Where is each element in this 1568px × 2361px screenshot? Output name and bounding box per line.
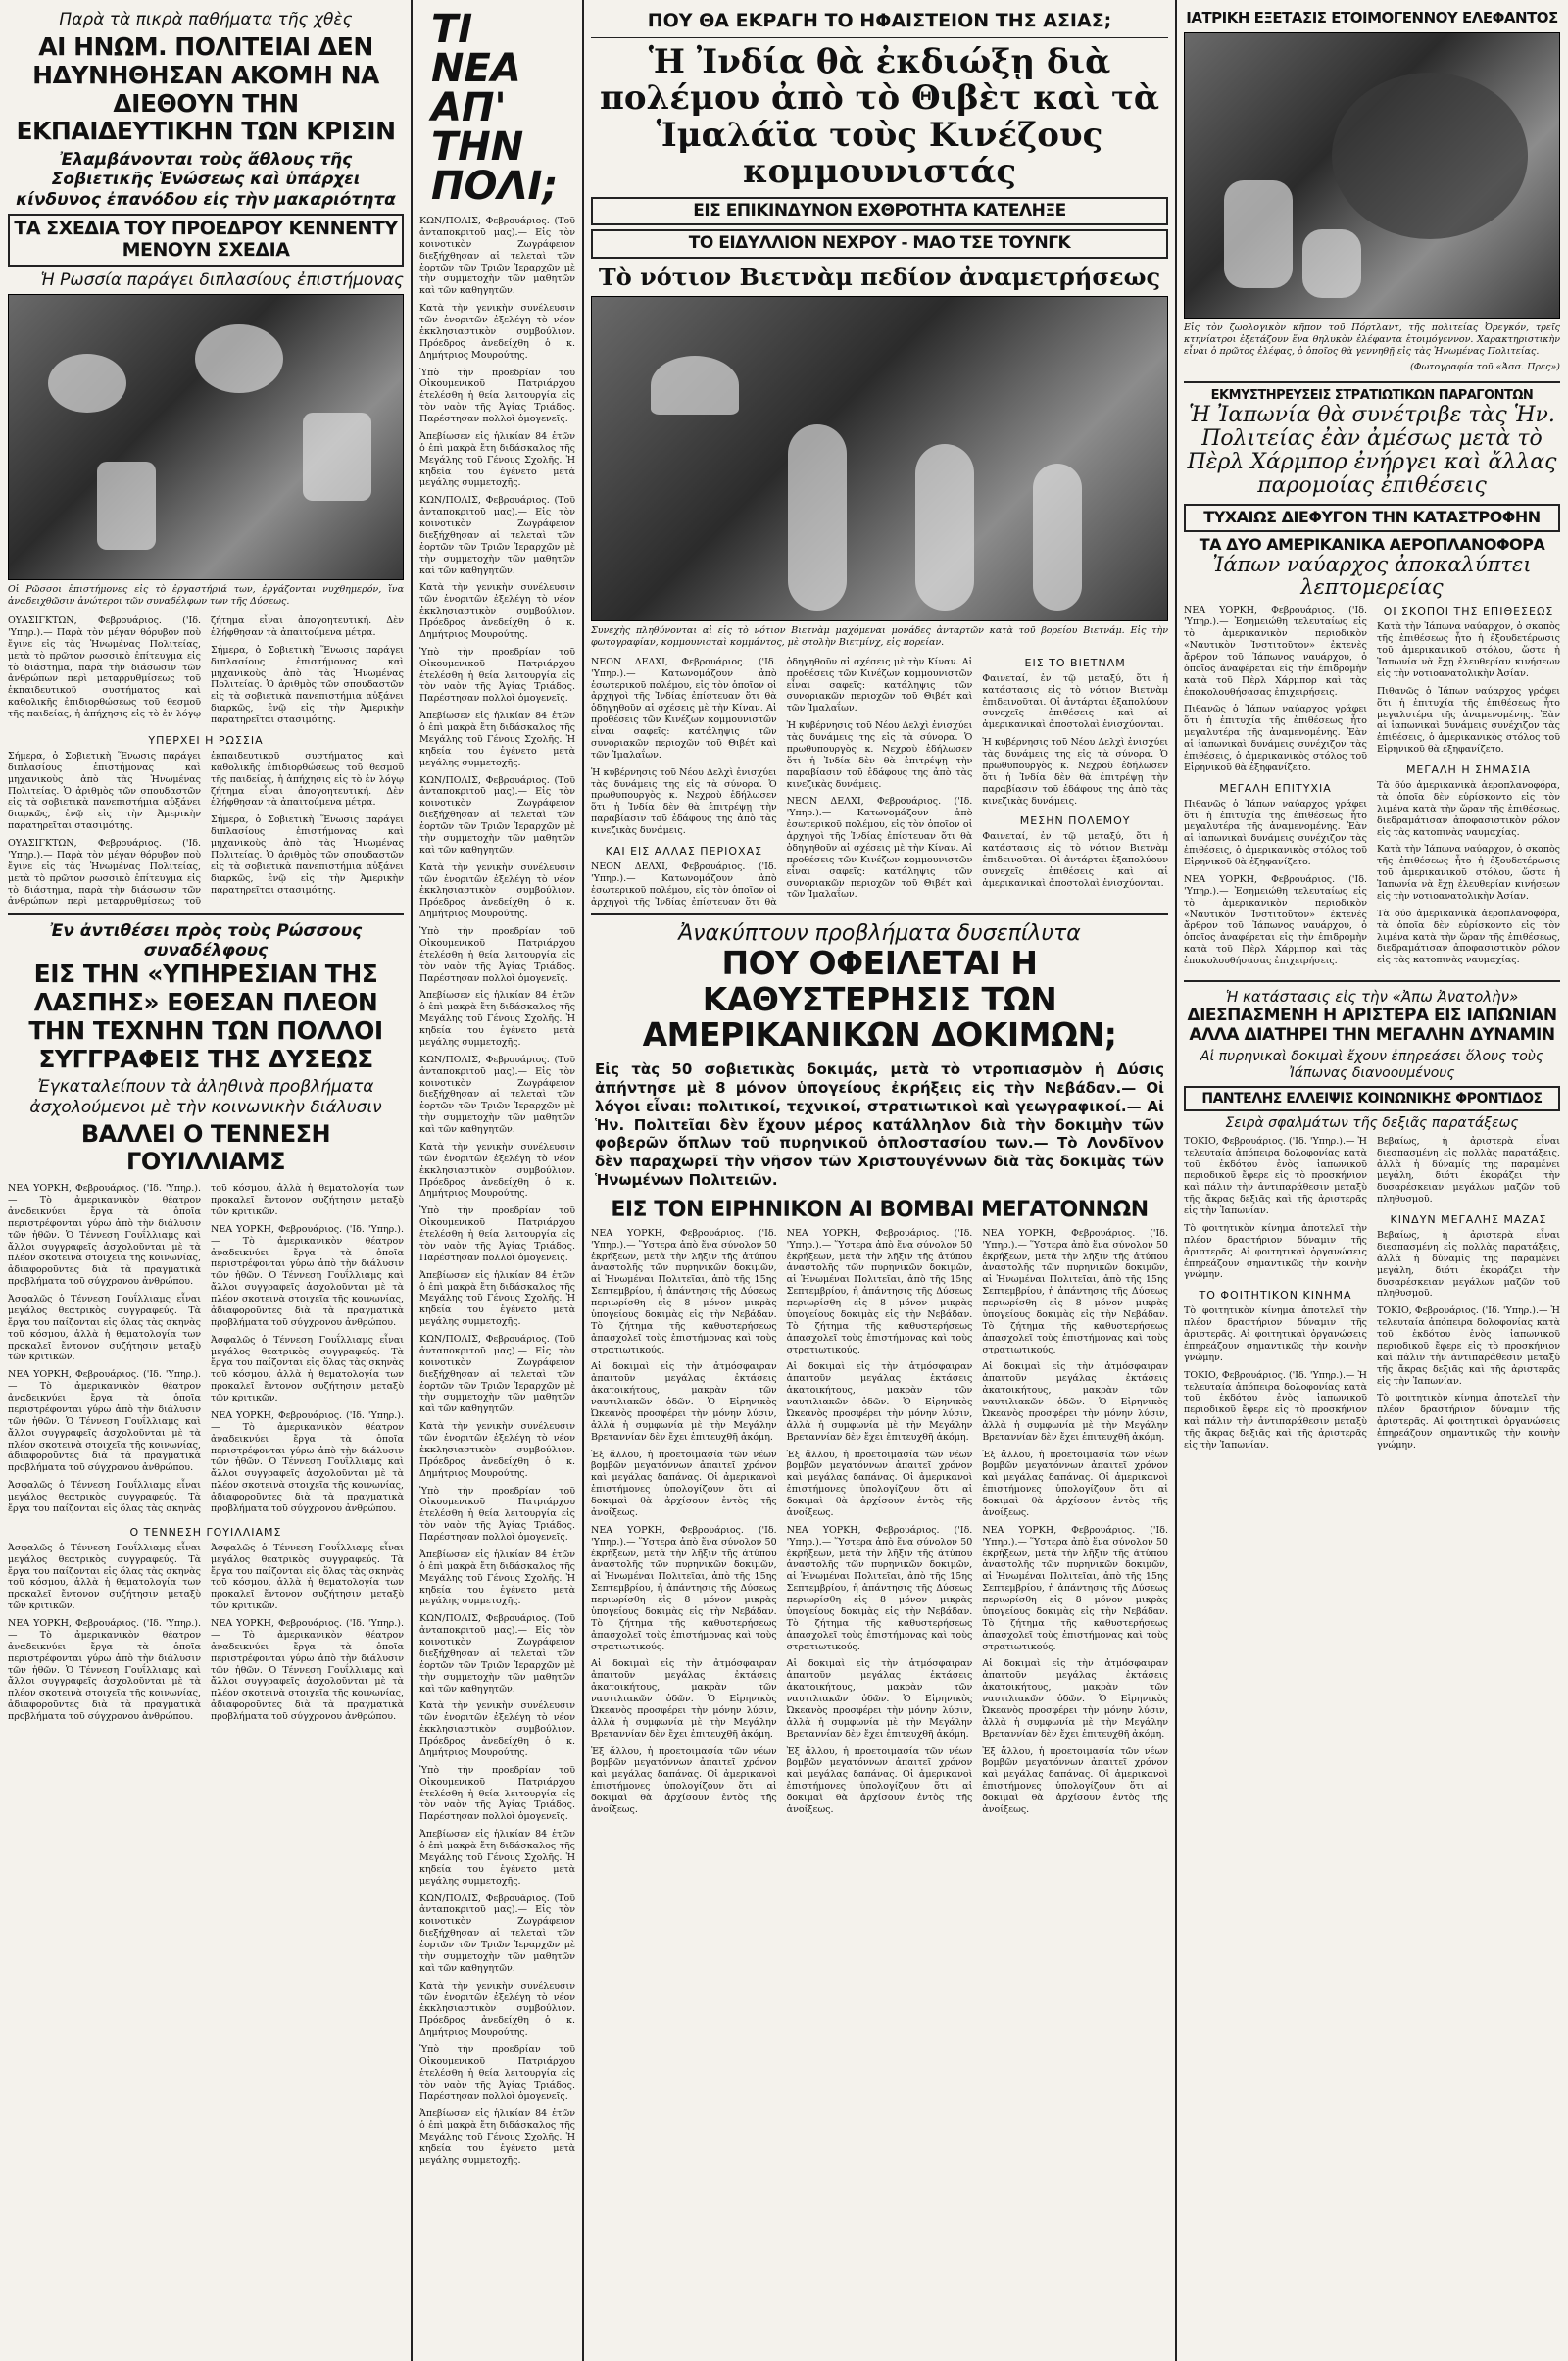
article-body: Ἀπεβίωσεν εἰς ἡλικίαν 84 ἐτῶν ὁ ἐπὶ μακρὰ ἔτη διδάσκαλος τῆς Μεγάλης τοῦ Γένους Σχολῆς. Ἡ κηδεία του ἐγένετο μετὰ μεγάλης συμμετοχῆς.: [419, 1549, 575, 1607]
article-body: Κατὰ τὴν Ἰάπωνα ναύαρχον, ὁ σκοπὸς τῆς ἐπιθέσεως ἦτο ἡ ἐξουδετέρωσις τοῦ ἀμερικανικοῦ στόλου, ὥστε ἡ Ἰαπωνία νὰ ἔχῃ ἐλευθερίαν κινήσεων εἰς τὴν νοτιοανατολικὴν Ἀσίαν.: [1377, 621, 1560, 679]
column-2: [412, 0, 583, 2361]
article-body: Σήμερα, ὁ Σοβιετικὴ Ἕνωσις παράγει διπλασίους ἐπιστήμονας καὶ μηχανικοὺς ἀπὸ τὰς Ἡνωμένας Πολιτείας. Ὁ ἀριθμὸς τῶν σπουδαστῶν εἰς τὰ σοβιετικὰ πανεπιστήμια αὐξάνει διαρκῶς, ἐνῷ εἰς τὴν Ἀμερικὴν παρατηρεῖται στασιμότης.: [8, 750, 201, 832]
article-body: Ὑπὸ τὴν προεδρίαν τοῦ Οἰκουμενικοῦ Πατριάρχου ἐτελέσθη ἡ θεία λειτουργία εἰς τὸν ναὸν τῆς Ἁγίας Τριάδος. Παρέστησαν πολλοὶ ὁμογενεῖς.: [419, 2044, 575, 2102]
article-body: Κατὰ τὴν γενικὴν συνέλευσιν τῶν ἑνοριτῶν ἐξελέγη τὸ νέον ἐκκλησιαστικὸν συμβούλιον. Πρόεδρος ἀνεδείχθη ὁ κ. Δημήτριος Μουρούτης.: [419, 1421, 575, 1479]
article-body: Ἀσφαλῶς ὁ Τέννεση Γουΐλλιαμς εἶναι μεγάλος θεατρικὸς συγγραφεύς. Τὰ ἔργα του παίζονται εἰς ὅλας τὰς σκηνὰς τοῦ κόσμου, ἀλλὰ ἡ θεματολογία των προκαλεῖ ἔντονον συζήτησιν μεταξὺ τῶν κριτικῶν.: [211, 1334, 404, 1404]
article-body: Σήμερα, ὁ Σοβιετικὴ Ἕνωσις παράγει διπλασίους ἐπιστήμονας καὶ μηχανικοὺς ἀπὸ τὰς Ἡνωμένας Πολιτείας. Ὁ ἀριθμὸς τῶν σπουδαστῶν εἰς τὰ σοβιετικὰ πανεπιστήμια αὐξάνει διαρκῶς, ἐνῷ εἰς τὴν Ἀμερικὴν παρατηρεῖται στασιμότης.: [211, 644, 404, 725]
article-body: ΚΩΝ/ΠΟΛΙΣ, Φεβρουάριος. (Τοῦ ἀνταποκριτοῦ μας).— Εἰς τὸν κοινοτικὸν Ζωγράφειον διεξήχθησαν αἱ τελεταὶ τῶν ἑορτῶν τῶν Τριῶν Ἱεραρχῶν μὲ τὴν συμμετοχὴν τῶν μαθητῶν καὶ τῶν καθηγητῶν.: [419, 1613, 575, 1695]
article-body: Αἱ δοκιμαὶ εἰς τὴν ἀτμόσφαιραν ἀπαιτοῦν μεγάλας ἐκτάσεις ἀκατοικήτους, μακρὰν τῶν ναυτιλιακῶν ὁδῶν. Ὁ Εἰρηνικὸς Ὠκεανὸς προσφέρει τὴν μόνην λύσιν, ἀλλὰ ἡ συμφωνία μὲ τὴν Μεγάλην Βρεταννίαν δὲν ἔχει ἐπιτευχθῆ ἀκόμη.: [591, 1658, 777, 1740]
article-body: Αἱ δοκιμαὶ εἰς τὴν ἀτμόσφαιραν ἀπαιτοῦν μεγάλας ἐκτάσεις ἀκατοικήτους, μακρὰν τῶν ναυτιλιακῶν ὁδῶν. Ὁ Εἰρηνικὸς Ὠκεανὸς προσφέρει τὴν μόνην λύσιν, ἀλλὰ ἡ συμφωνία μὲ τὴν Μεγάλην Βρεταννίαν δὲν ἔχει ἐπιτευχθῆ ἀκόμη.: [786, 1361, 973, 1443]
article-body: ΝΕΑ ΥΟΡΚΗ, Φεβρουάριος. ('Ιδ. 'Υπηρ.).— Τὸ ἀμερικανικὸν θέατρον ἀναδεικνύει ἔργα τὰ ὁποῖα περιστρέφονται γύρω ἀπὸ τὴν διάλυσιν τῶν ἠθῶν. Ὁ Τέννεση Γουΐλλιαμς καὶ ἄλλοι συγγραφεῖς ἀσχολοῦνται μὲ τὰ πλέον σκοτεινὰ στοιχεῖα τῆς κοινωνίας, ἀδιαφοροῦντες διὰ τὰ πραγματικὰ προβλήματα τοῦ σύγχρονου ἀνθρώπου.: [211, 1409, 404, 1514]
section-heading: ΟΙ ΣΚΟΠΟΙ ΤΗΣ ΕΠΙΘΕΣΕΩΣ: [1383, 605, 1554, 618]
article-body: ΚΩΝ/ΠΟΛΙΣ, Φεβρουάριος. (Τοῦ ἀνταποκριτοῦ μας).— Εἰς τὸν κοινοτικὸν Ζωγράφειον διεξήχθησαν αἱ τελεταὶ τῶν ἑορτῶν τῶν Τριῶν Ἱεραρχῶν μὲ τὴν συμμετοχὴν τῶν μαθητῶν καὶ τῶν καθηγητῶν.: [419, 495, 575, 576]
headline: ΤΑ ΣΧΕΔΙΑ ΤΟΥ ΠΡΟΕΔΡΟΥ ΚΕΝΝΕΝΤΥ ΜΕΝΟΥΝ ΣΧΕΔΙΑ: [8, 214, 404, 267]
article-body: ΝΕΑ ΥΟΡΚΗ, Φεβρουάριος. ('Ιδ. 'Υπηρ.).— Ὕστερα ἀπὸ ἕνα σύνολον 50 ἐκρήξεων, μετὰ τὴν λῆξιν τῆς ἀτύπου ἀναστολῆς τῶν πυρηνικῶν δοκιμῶν, αἱ Ἡνωμέναι Πολιτεῖαι, ἀπὸ τῆς 15ης Σεπτεμβρίου, ἡ ἀπάντησις τῆς Δύσεως περιωρίσθη εἰς 8 μόνον μικρὰς ὑπογείους δοκιμὰς εἰς τὴν Νεβάδαν. Τὸ ζήτημα τῆς καθυστερήσεως ἀπασχολεῖ τοὺς ἐπιστήμονας καὶ τοὺς στρατιωτικούς.: [982, 1524, 1168, 1652]
headline-bar: ΤΥΧΑΙΩΣ ΔΙΕΦΥΓΟΝ ΤΗΝ ΚΑΤΑΣΤΡΟΦΗΝ: [1184, 504, 1560, 531]
subhead: Ἐγκαταλείπουν τὰ ἀληθινὰ προβλήματα ἀσχολούμενοι μὲ τὴν κοινωνικὴν διάλυσιν: [29, 1077, 382, 1117]
photo-caption: Εἰς τὸν ζωολογικὸν κῆπον τοῦ Πόρτλαντ, τῆς πολιτείας Ὀρεγκόν, τρεῖς κτηνίατροι ἐξετάζουν ἕνα θηλυκὸν ἐλέφαντα ἑτοιμόγεννον. Χαρακτηριστικὴν εἶναι ὁ πρῶτος ἐλέφας, ὁ ὁποῖος θὰ γεννηθῇ εἰς τὰς Ἡνωμένας Πολιτείας.: [1184, 322, 1560, 357]
section-heading: ΚΑΙ ΕΙΣ ΑΛΛΑΣ ΠΕΡΙΟΧΑΣ: [605, 844, 763, 858]
article-body: ΚΩΝ/ΠΟΛΙΣ, Φεβρουάριος. (Τοῦ ἀνταποκριτοῦ μας).— Εἰς τὸν κοινοτικὸν Ζωγράφειον διεξήχθησαν αἱ τελεταὶ τῶν ἑορτῶν τῶν Τριῶν Ἱεραρχῶν μὲ τὴν συμμετοχὴν τῶν μαθητῶν καὶ τῶν καθηγητῶν.: [419, 1893, 575, 1974]
article-body: Πιθανῶς ὁ Ἰάπων ναύαρχος γράφει ὅτι ἡ ἐπιτυχία τῆς ἐπιθέσεως ἦτο μεγαλυτέρα τῆς ἀναμενομένης. Ἐὰν αἱ ἰαπωνικαὶ δυνάμεις συνέχιζον τὰς ἐπιθέσεις, ὁ ἀμερικανικὸς στόλος τοῦ Εἰρηνικοῦ θὰ ἐξηφανίζετο.: [1377, 685, 1560, 756]
article-body: ΝΕΑ ΥΟΡΚΗ, Φεβρουάριος. ('Ιδ. 'Υπηρ.).— Τὸ ἀμερικανικὸν θέατρον ἀναδεικνύει ἔργα τὰ ὁποῖα περιστρέφονται γύρω ἀπὸ τὴν διάλυσιν τῶν ἠθῶν. Ὁ Τέννεση Γουΐλλιαμς καὶ ἄλλοι συγγραφεῖς ἀσχολοῦνται μὲ τὰ πλέον σκοτεινὰ στοιχεῖα τῆς κοινωνίας, ἀδιαφοροῦντες διὰ τὰ πραγματικὰ προβλήματα τοῦ σύγχρονου ἀνθρώπου.: [8, 1183, 201, 1288]
article-body: Ἡ κυβέρνησις τοῦ Νέου Δελχὶ ἐνισχύει τὰς δυνάμεις της εἰς τὰ σύνορα. Ὁ πρωθυπουργὸς κ. Νεχροὺ ἐδήλωσεν ὅτι ἡ Ἰνδία δὲν θὰ ἐπιτρέψῃ τὴν παραβίασιν τοῦ ἐδάφους της ἀπὸ τὰς κινεζικὰς δυνάμεις.: [786, 720, 973, 790]
article-body: Αἱ δοκιμαὶ εἰς τὴν ἀτμόσφαιραν ἀπαιτοῦν μεγάλας ἐκτάσεις ἀκατοικήτους, μακρὰν τῶν ναυτιλιακῶν ὁδῶν. Ὁ Εἰρηνικὸς Ὠκεανὸς προσφέρει τὴν μόνην λύσιν, ἀλλὰ ἡ συμφωνία μὲ τὴν Μεγάλην Βρεταννίαν δὲν ἔχει ἐπιτευχθῆ ἀκόμη.: [982, 1658, 1168, 1740]
article-body: Ἀπεβίωσεν εἰς ἡλικίαν 84 ἐτῶν ὁ ἐπὶ μακρὰ ἔτη διδάσκαλος τῆς Μεγάλης τοῦ Γένους Σχολῆς. Ἡ κηδεία του ἐγένετο μετὰ μεγάλης συμμετοχῆς.: [419, 1269, 575, 1328]
article-body: Ὑπὸ τὴν προεδρίαν τοῦ Οἰκουμενικοῦ Πατριάρχου ἐτελέσθη ἡ θεία λειτουργία εἰς τὸν ναὸν τῆς Ἁγίας Τριάδος. Παρέστησαν πολλοὶ ὁμογενεῖς.: [419, 646, 575, 705]
headline: Ἡ Ἰαπωνία θὰ συνέτριβε τὰς Ἡν. Πολιτείας ἐὰν ἀμέσως μετὰ τὸ Πὲρλ Χάρμπορ ἐνήργει καὶ ἄλλας παρομοίας ἐπιθέσεις: [1187, 402, 1557, 499]
article-body: Ὑπὸ τὴν προεδρίαν τοῦ Οἰκουμενικοῦ Πατριάρχου ἐτελέσθη ἡ θεία λειτουργία εἰς τὸν ναὸν τῆς Ἁγίας Τριάδος. Παρέστησαν πολλοὶ ὁμογενεῖς.: [419, 367, 575, 424]
article-body: Ἀπεβίωσεν εἰς ἡλικίαν 84 ἐτῶν ὁ ἐπὶ μακρὰ ἔτη διδάσκαλος τῆς Μεγάλης τοῦ Γένους Σχολῆς. Ἡ κηδεία του ἐγένετο μετὰ μεγάλης συμμετοχῆς.: [419, 430, 575, 489]
section-heading: ΥΠΕΡΧΕΙ Η ΡΩΣΣΙΑ: [148, 733, 264, 747]
article-body: Κατὰ τὴν γενικὴν συνέλευσιν τῶν ἑνοριτῶν ἐξελέγη τὸ νέον ἐκκλησιαστικὸν συμβούλιον. Πρόεδρος ἀνεδείχθη ὁ κ. Δημήτριος Μουρούτης.: [419, 303, 575, 361]
headline-bar: ΕΙΣ ΕΠΙΚΙΝΔΥΝΟΝ ΕΧΘΡΟΤΗΤΑ ΚΑΤΕΛΗΞΕ: [591, 197, 1168, 226]
article-body: ΝΕΑ ΥΟΡΚΗ, Φεβρουάριος. ('Ιδ. 'Υπηρ.).— Τὸ ἀμερικανικὸν θέατρον ἀναδεικνύει ἔργα τὰ ὁποῖα περιστρέφονται γύρω ἀπὸ τὴν διάλυσιν τῶν ἠθῶν. Ὁ Τέννεση Γουΐλλιαμς καὶ ἄλλοι συγγραφεῖς ἀσχολοῦνται μὲ τὰ πλέον σκοτεινὰ στοιχεῖα τῆς κοινωνίας, ἀδιαφοροῦντες διὰ τὰ πραγματικὰ προβλήματα τοῦ σύγχρονου ἀνθρώπου.: [211, 1618, 404, 1723]
headline: ΑΙ ΗΝΩΜ. ΠΟΛΙΤΕΙΑΙ ΔΕΝ ΗΔΥΝΗΘΗΣΑΝ ΑΚΟΜΗ ΝΑ ΔΙΕΘΟΥΝ ΤΗΝ ΕΚΠΑΙΔΕΥΤΙΚΗΝ ΤΩΝ ΚΡΙΣΙΝ: [16, 32, 396, 146]
photo-elephant: [1184, 32, 1560, 319]
article-body: Τὸ φοιτητικὸν κίνημα ἀποτελεῖ τὴν πλέον δραστήριον δύναμιν τῆς ἀριστερᾶς. Αἱ φοιτητικαὶ ὀργανώσεις ἐπηρεάζουν σημαντικῶς τὴν κοινὴν γνώμην.: [1184, 1305, 1367, 1363]
column-4: [1176, 0, 1568, 2361]
article-body: Τὰ δύο ἀμερικανικὰ ἀεροπλανοφόρα, τὰ ὁποῖα δὲν εὑρίσκοντο εἰς τὸν λιμένα κατὰ τὴν ὥραν τῆς ἐπιθέσεως, διεδραμάτισαν ἀποφασιστικὸν ρόλον εἰς τὰς κατοπινὰς ναυμαχίας.: [1377, 780, 1560, 838]
article-body: Ὑπὸ τὴν προεδρίαν τοῦ Οἰκουμενικοῦ Πατριάρχου ἐτελέσθη ἡ θεία λειτουργία εἰς τὸν ναὸν τῆς Ἁγίας Τριάδος. Παρέστησαν πολλοὶ ὁμογενεῖς.: [419, 926, 575, 984]
headline: Ἡ Ἰνδία θὰ ἐκδιώξῃ διὰ πολέμου ἀπὸ τὸ Θιβὲτ καὶ τὰ Ἱμαλάϊα τοὺς Κινέζους κομμουνιστάς: [599, 42, 1160, 192]
section-heading: ΚΙΝΔΥΝ ΜΕΓΑΛΗΣ ΜΑΖΑΣ: [1390, 1213, 1547, 1227]
article-body: Ἐξ ἄλλου, ἡ προετοιμασία τῶν νέων βομβῶν μεγατόννων ἀπαιτεῖ χρόνον καὶ μεγάλας δαπάνας. Οἱ ἀμερικανοὶ ἐπιστήμονες ὑπολογίζουν ὅτι αἱ δοκιμαὶ θὰ ἀρχίσουν ἐντὸς τῆς ἀνοίξεως.: [786, 1449, 973, 1518]
article-body: Ἡ κυβέρνησις τοῦ Νέου Δελχὶ ἐνισχύει τὰς δυνάμεις της εἰς τὰ σύνορα. Ὁ πρωθυπουργὸς κ. Νεχροὺ ἐδήλωσεν ὅτι ἡ Ἰνδία δὲν θὰ ἐπιτρέψῃ τὴν παραβίασιν τοῦ ἐδάφους της ἀπὸ τὰς κινεζικὰς δυνάμεις.: [591, 766, 777, 837]
article-body: Βεβαίως, ἡ ἀριστερὰ εἶναι διεσπασμένη εἰς πολλὰς παρατάξεις, ἀλλὰ ἡ δύναμίς της παραμένει μεγάλη, διότι ἐκφράζει τὴν δυσαρέσκειαν μεγάλων μαζῶν τοῦ πληθυσμοῦ.: [1377, 1230, 1560, 1300]
article-body: ΝΕΑ ΥΟΡΚΗ, Φεβρουάριος. ('Ιδ. 'Υπηρ.).— Ὕστερα ἀπὸ ἕνα σύνολον 50 ἐκρήξεων, μετὰ τὴν λῆξιν τῆς ἀτύπου ἀναστολῆς τῶν πυρηνικῶν δοκιμῶν, αἱ Ἡνωμέναι Πολιτεῖαι, ἀπὸ τῆς 15ης Σεπτεμβρίου, ἡ ἀπάντησις τῆς Δύσεως περιωρίσθη εἰς 8 μόνον μικρὰς ὑπογείους δοκιμὰς εἰς τὴν Νεβάδαν. Τὸ ζήτημα τῆς καθυστερήσεως ἀπασχολεῖ τοὺς ἐπιστήμονας καὶ τοὺς στρατιωτικούς.: [786, 1227, 973, 1355]
article-body: ΝΕΟΝ ΔΕΛΧΙ, Φεβρουάριος. ('Ιδ. 'Υπηρ.).— Κατωνομάζουν ἀπὸ ἐσωτερικοῦ πολέμου, εἰς τὸν ὁποῖον οἱ ἀρχηγοὶ τῆς Ἰνδίας ἐπίστευαν ὅτι θὰ ὁδηγηθοῦν αἱ σχέσεις μὲ τὴν Κίναν. Αἱ προθέσεις τῶν Κινέζων κομμουνιστῶν εἶναι σαφεῖς: κατάληψις τῶν συνοριακῶν περιοχῶν τοῦ Θιβέτ καὶ τῶν Ἱμαλαΐων.: [591, 656, 777, 761]
article-body: ΤΟΚΙΟ, Φεβρουάριος. ('Ιδ. 'Υπηρ.).— Ἡ τελευταία ἀπόπειρα δολοφονίας κατὰ τοῦ ἐκδότου ἑνὸς ἰαπωνικοῦ περιοδικοῦ ἔφερε εἰς τὸ προσκήνιον καὶ πάλιν τὴν ἀντιπαράθεσιν μεταξὺ τῆς ἄκρας δεξιᾶς καὶ τῆς ἀριστερᾶς εἰς τὴν Ἰαπωνίαν.: [1184, 1369, 1367, 1451]
article-body: Ἀπεβίωσεν εἰς ἡλικίαν 84 ἐτῶν ὁ ἐπὶ μακρὰ ἔτη διδάσκαλος τῆς Μεγάλης τοῦ Γένους Σχολῆς. Ἡ κηδεία του ἐγένετο μετὰ μεγάλης συμμετοχῆς.: [419, 2108, 575, 2166]
article-body: Αἱ δοκιμαὶ εἰς τὴν ἀτμόσφαιραν ἀπαιτοῦν μεγάλας ἐκτάσεις ἀκατοικήτους, μακρὰν τῶν ναυτιλιακῶν ὁδῶν. Ὁ Εἰρηνικὸς Ὠκεανὸς προσφέρει τὴν μόνην λύσιν, ἀλλὰ ἡ συμφωνία μὲ τὴν Μεγάλην Βρεταννίαν δὲν ἔχει ἐπιτευχθῆ ἀκόμη.: [591, 1361, 777, 1443]
article-body: Φαινεταί, ἐν τῷ μεταξύ, ὅτι ἡ κατάστασις εἰς τὸ νότιον Βιετνὰμ ἐπιδεινοῦται. Οἱ ἀντάρται ἐξαπολύουν συνεχεῖς ἐπιθέσεις καὶ αἱ ἀμερικανικαὶ ἀποστολαὶ ἐνισχύονται.: [982, 672, 1168, 731]
article-body: ΝΕΟΝ ΔΕΛΧΙ, Φεβρουάριος. ('Ιδ. 'Υπηρ.).— Κατωνομάζουν ἀπὸ ἐσωτερικοῦ πολέμου, εἰς τὸν ὁποῖον οἱ ἀρχηγοὶ τῆς Ἰνδίας ἐπίστευαν ὅτι θὰ ὁδηγηθοῦν αἱ σχέσεις μὲ τὴν Κίναν. Αἱ προθέσεις τῶν Κινέζων κομμουνιστῶν εἶναι σαφεῖς: κατάληψις τῶν συνοριακῶν περιοχῶν τοῦ Θιβέτ καὶ τῶν Ἱμαλαΐων.: [591, 656, 973, 908]
article-body: Ἐξ ἄλλου, ἡ προετοιμασία τῶν νέων βομβῶν μεγατόννων ἀπαιτεῖ χρόνον καὶ μεγάλας δαπάνας. Οἱ ἀμερικανοὶ ἐπιστήμονες ὑπολογίζουν ὅτι αἱ δοκιμαὶ θὰ ἀρχίσουν ἐντὸς τῆς ἀνοίξεως.: [982, 1746, 1168, 1815]
article-body: Ὑπὸ τὴν προεδρίαν τοῦ Οἰκουμενικοῦ Πατριάρχου ἐτελέσθη ἡ θεία λειτουργία εἰς τὸν ναὸν τῆς Ἁγίας Τριάδος. Παρέστησαν πολλοὶ ὁμογενεῖς.: [419, 1205, 575, 1263]
article-body: ΚΩΝ/ΠΟΛΙΣ, Φεβρουάριος. (Τοῦ ἀνταποκριτοῦ μας).— Εἰς τὸν κοινοτικὸν Ζωγράφειον διεξήχθησαν αἱ τελεταὶ τῶν ἑορτῶν τῶν Τριῶν Ἱεραρχῶν μὲ τὴν συμμετοχὴν τῶν μαθητῶν καὶ τῶν καθηγητῶν.: [419, 1334, 575, 1415]
subhead: Σειρὰ σφαλμάτων τῆς δεξιᾶς παρατάξεως: [1225, 1115, 1519, 1131]
article-body: Ὑπὸ τὴν προεδρίαν τοῦ Οἰκουμενικοῦ Πατριάρχου ἐτελέσθη ἡ θεία λειτουργία εἰς τὸν ναὸν τῆς Ἁγίας Τριάδος. Παρέστησαν πολλοὶ ὁμογενεῖς.: [419, 1485, 575, 1543]
section-heading: ΕΙΣ ΤΟ ΒΙΕΤΝΑΜ: [1024, 656, 1126, 669]
article-body: Κατὰ τὴν γενικὴν συνέλευσιν τῶν ἑνοριτῶν ἐξελέγη τὸ νέον ἐκκλησιαστικὸν συμβούλιον. Πρόεδρος ἀνεδείχθη ὁ κ. Δημήτριος Μουρούτης.: [419, 1700, 575, 1758]
headline: ΙΑΤΡΙΚΗ ΕΞΕΤΑΣΙΣ ΕΤΟΙΜΟΓΕΝΝΟΥ ΕΛΕΦΑΝΤΟΣ: [1186, 9, 1558, 26]
article-body: Τὸ φοιτητικὸν κίνημα ἀποτελεῖ τὴν πλέον δραστήριον δύναμιν τῆς ἀριστερᾶς. Αἱ φοιτητικαὶ ὀργανώσεις ἐπηρεάζουν σημαντικῶς τὴν κοινὴν γνώμην.: [1377, 1393, 1560, 1451]
headline: ΠΟΥ ΟΦΕΙΛΕΤΑΙ Η ΚΑΘΥΣΤΕΡΗΣΙΣ ΤΩΝ ΑΜΕΡΙΚΑΝΙΚΩΝ ΔΟΚΙΜΩΝ;: [642, 944, 1117, 1055]
article-body: ΝΕΑ ΥΟΡΚΗ, Φεβρουάριος. ('Ιδ. 'Υπηρ.).— Ὕστερα ἀπὸ ἕνα σύνολον 50 ἐκρήξεων, μετὰ τὴν λῆξιν τῆς ἀτύπου ἀναστολῆς τῶν πυρηνικῶν δοκιμῶν, αἱ Ἡνωμέναι Πολιτεῖαι, ἀπὸ τῆς 15ης Σεπτεμβρίου, ἡ ἀπάντησις τῆς Δύσεως περιωρίσθη εἰς 8 μόνον μικρὰς ὑπογείους δοκιμὰς εἰς τὴν Νεβάδαν. Τὸ ζήτημα τῆς καθυστερήσεως ἀπασχολεῖ τοὺς ἐπιστήμονας καὶ τοὺς στρατιωτικούς.: [786, 1524, 973, 1652]
article-body: ΝΕΑ ΥΟΡΚΗ, Φεβρουάριος. ('Ιδ. 'Υπηρ.).— Ἐσημειώθη τελευταίως εἰς τὸ ἀμερικανικὸν περιοδικὸν «Ναυτικὸν Ἰνστιτοῦτον» ἐκτενὲς ἄρθρον τοῦ Ἰάπωνος ναυάρχου, ὁ ὁποῖος ἀναφέρεται εἰς τὴν ἐπιδρομὴν κατὰ τοῦ Πὲρλ Χάρμπορ καὶ τὰς ἐπακολουθήσασας ἐπιχειρήσεις.: [1184, 605, 1367, 698]
section-heading: Ο ΤΕΝΝΕΣΗ ΓΟΥΙΛΛΙΑΜΣ: [129, 1525, 282, 1539]
article-body: ΝΕΑ ΥΟΡΚΗ, Φεβρουάριος. ('Ιδ. 'Υπηρ.).— Ὕστερα ἀπὸ ἕνα σύνολον 50 ἐκρήξεων, μετὰ τὴν λῆξιν τῆς ἀτύπου ἀναστολῆς τῶν πυρηνικῶν δοκιμῶν, αἱ Ἡνωμέναι Πολιτεῖαι, ἀπὸ τῆς 15ης Σεπτεμβρίου, ἡ ἀπάντησις τῆς Δύσεως περιωρίσθη εἰς 8 μόνον μικρὰς ὑπογείους δοκιμὰς εἰς τὴν Νεβάδαν. Τὸ ζήτημα τῆς καθυστερήσεως ἀπασχολεῖ τοὺς ἐπιστήμονας καὶ τοὺς στρατιωτικούς.: [982, 1227, 1168, 1355]
article-body: Κατὰ τὴν Ἰάπωνα ναύαρχον, ὁ σκοπὸς τῆς ἐπιθέσεως ἦτο ἡ ἐξουδετέρωσις τοῦ ἀμερικανικοῦ στόλου, ὥστε ἡ Ἰαπωνία νὰ ἔχῃ ἐλευθερίαν κινήσεων εἰς τὴν νοτιοανατολικὴν Ἀσίαν.: [1377, 844, 1560, 902]
article-body: Ἐξ ἄλλου, ἡ προετοιμασία τῶν νέων βομβῶν μεγατόννων ἀπαιτεῖ χρόνον καὶ μεγάλας δαπάνας. Οἱ ἀμερικανοὶ ἐπιστήμονες ὑπολογίζουν ὅτι αἱ δοκιμαὶ θὰ ἀρχίσουν ἐντὸς τῆς ἀνοίξεως.: [591, 1746, 777, 1815]
headline: ΕΙΣ ΤΗΝ «ΥΠΗΡΕΣΙΑΝ ΤΗΣ ΛΑΣΠΗΣ» ΕΘΕΣΑΝ ΠΛΕΟΝ ΤΗΝ ΤΕΧΝΗΝ ΤΩΝ ΠΟΛΛΟΙ ΣΥΓΓΡΑΦΕΙΣ ΤΗΣ ΔΥΣΕΩΣ: [28, 959, 383, 1073]
article-body: Ἀπεβίωσεν εἰς ἡλικίαν 84 ἐτῶν ὁ ἐπὶ μακρὰ ἔτη διδάσκαλος τῆς Μεγάλης τοῦ Γένους Σχολῆς. Ἡ κηδεία του ἐγένετο μετὰ μεγάλης συμμετοχῆς.: [419, 1829, 575, 1887]
subhead: Αἱ πυρηνικαὶ δοκιμαὶ ἔχουν ἐπηρεάσει ὅλους τοὺς Ἰάπωνας διανοουμένους: [1200, 1049, 1544, 1082]
article-body: ΤΟΚΙΟ, Φεβρουάριος. ('Ιδ. 'Υπηρ.).— Ἡ τελευταία ἀπόπειρα δολοφονίας κατὰ τοῦ ἐκδότου ἑνὸς ἰαπωνικοῦ περιοδικοῦ ἔφερε εἰς τὸ προσκήνιον καὶ πάλιν τὴν ἀντιπαράθεσιν μεταξὺ τῆς ἄκρας δεξιᾶς καὶ τῆς ἀριστερᾶς εἰς τὴν Ἰαπωνίαν.: [1377, 1305, 1560, 1387]
article-body: Ἀσφαλῶς ὁ Τέννεση Γουΐλλιαμς εἶναι μεγάλος θεατρικὸς συγγραφεύς. Τὰ ἔργα του παίζονται εἰς ὅλας τὰς σκηνὰς τοῦ κόσμου, ἀλλὰ ἡ θεματολογία των προκαλεῖ ἔντονον συζήτησιν μεταξὺ τῶν κριτικῶν.: [8, 1294, 201, 1363]
section-heading: ΜΕΓΑΛΗ Η ΣΗΜΑΣΙΑ: [1405, 763, 1532, 777]
article-body: Ἐξ ἄλλου, ἡ προετοιμασία τῶν νέων βομβῶν μεγατόννων ἀπαιτεῖ χρόνον καὶ μεγάλας δαπάνας. Οἱ ἀμερικανοὶ ἐπιστήμονες ὑπολογίζουν ὅτι αἱ δοκιμαὶ θὰ ἀρχίσουν ἐντὸς τῆς ἀνοίξεως.: [982, 1449, 1168, 1518]
headline: Ἰάπων ναύαρχος ἀποκαλύπτει λεπτομερείας: [1212, 553, 1532, 600]
article-body: ΝΕΑ ΥΟΡΚΗ, Φεβρουάριος. ('Ιδ. 'Υπηρ.).— Τὸ ἀμερικανικὸν θέατρον ἀναδεικνύει ἔργα τὰ ὁποῖα περιστρέφονται γύρω ἀπὸ τὴν διάλυσιν τῶν ἠθῶν. Ὁ Τέννεση Γουΐλλιαμς καὶ ἄλλοι συγγραφεῖς ἀσχολοῦνται μὲ τὰ πλέον σκοτεινὰ στοιχεῖα τῆς κοινωνίας, ἀδιαφοροῦντες διὰ τὰ πραγματικὰ προβλήματα τοῦ σύγχρονου ἀνθρώπου.: [8, 1369, 201, 1474]
article-body: Κατὰ τὴν γενικὴν συνέλευσιν τῶν ἑνοριτῶν ἐξελέγη τὸ νέον ἐκκλησιαστικὸν συμβούλιον. Πρόεδρος ἀνεδείχθη ὁ κ. Δημήτριος Μουρούτης.: [419, 582, 575, 640]
article-body: Αἱ δοκιμαὶ εἰς τὴν ἀτμόσφαιραν ἀπαιτοῦν μεγάλας ἐκτάσεις ἀκατοικήτους, μακρὰν τῶν ναυτιλιακῶν ὁδῶν. Ὁ Εἰρηνικὸς Ὠκεανὸς προσφέρει τὴν μόνην λύσιν, ἀλλὰ ἡ συμφωνία μὲ τὴν Μεγάλην Βρεταννίαν δὲν ἔχει ἐπιτευχθῆ ἀκόμη.: [786, 1658, 973, 1740]
article-body: Ἐξ ἄλλου, ἡ προετοιμασία τῶν νέων βομβῶν μεγατόννων ἀπαιτεῖ χρόνον καὶ μεγάλας δαπάνας. Οἱ ἀμερικανοὶ ἐπιστήμονες ὑπολογίζουν ὅτι αἱ δοκιμαὶ θὰ ἀρχίσουν ἐντὸς τῆς ἀνοίξεως.: [786, 1746, 973, 1815]
article-body: Ἐξ ἄλλου, ἡ προετοιμασία τῶν νέων βομβῶν μεγατόννων ἀπαιτεῖ χρόνον καὶ μεγάλας δαπάνας. Οἱ ἀμερικανοὶ ἐπιστήμονες ὑπολογίζουν ὅτι αἱ δοκιμαὶ θὰ ἀρχίσουν ἐντὸς τῆς ἀνοίξεως.: [591, 1449, 777, 1518]
article-body: ΝΕΑ ΥΟΡΚΗ, Φεβρουάριος. ('Ιδ. 'Υπηρ.).— Τὸ ἀμερικανικὸν θέατρον ἀναδεικνύει ἔργα τὰ ὁποῖα περιστρέφονται γύρω ἀπὸ τὴν διάλυσιν τῶν ἠθῶν. Ὁ Τέννεση Γουΐλλιαμς καὶ ἄλλοι συγγραφεῖς ἀσχολοῦνται μὲ τὰ πλέον σκοτεινὰ στοιχεῖα τῆς κοινωνίας, ἀδιαφοροῦντες διὰ τὰ πραγματικὰ προβλήματα τοῦ σύγχρονου ἀνθρώπου.: [211, 1223, 404, 1328]
photo-vietnam-soldiers: [591, 296, 1168, 621]
section-heading: ΜΕΓΑΛΗ ΕΠΙΤΥΧΙΑ: [1219, 781, 1332, 795]
article-body: ΝΕΑ ΥΟΡΚΗ, Φεβρουάριος. ('Ιδ. 'Υπηρ.).— Ἐσημειώθη τελευταίως εἰς τὸ ἀμερικανικὸν περιοδικὸν «Ναυτικὸν Ἰνστιτοῦτον» ἐκτενὲς ἄρθρον τοῦ Ἰάπωνος ναυάρχου, ὁ ὁποῖος ἀναφέρεται εἰς τὴν ἐπιδρομὴν κατὰ τοῦ Πὲρλ Χάρμπορ καὶ τὰς ἐπακολουθήσασας ἐπιχειρήσεις.: [1184, 873, 1367, 967]
photo-caption: Οἱ Ρῶσσοι ἐπιστήμονες εἰς τὸ ἐργαστήριά των, ἐργάζονται νυχθημερόν, ἵνα ἀναδειχθῶσιν ἀνώτεροι τῶν συναδέλφων των τῆς Δύσεως.: [8, 584, 404, 608]
headline: Τὸ νότιον Βιετνὰμ πεδίον ἀναμετρήσεως: [598, 262, 1161, 291]
column-3: [583, 0, 1176, 2361]
kicker: Ἡ κατάστασις εἰς τὴν «Ἀπω Ἀνατολὴν»: [1225, 987, 1519, 1006]
article-body: Πιθανῶς ὁ Ἰάπων ναύαρχος γράφει ὅτι ἡ ἐπιτυχία τῆς ἐπιθέσεως ἦτο μεγαλυτέρα τῆς ἀναμενομένης. Ἐὰν αἱ ἰαπωνικαὶ δυνάμεις συνέχιζον τὰς ἐπιθέσεις, ὁ ἀμερικανικὸς στόλος τοῦ Εἰρηνικοῦ θὰ ἐξηφανίζετο.: [1184, 704, 1367, 773]
article-body: ΝΕΑ ΥΟΡΚΗ, Φεβρουάριος. ('Ιδ. 'Υπηρ.).— Ὕστερα ἀπὸ ἕνα σύνολον 50 ἐκρήξεων, μετὰ τὴν λῆξιν τῆς ἀτύπου ἀναστολῆς τῶν πυρηνικῶν δοκιμῶν, αἱ Ἡνωμέναι Πολιτεῖαι, ἀπὸ τῆς 15ης Σεπτεμβρίου, ἡ ἀπάντησις τῆς Δύσεως περιωρίσθη εἰς 8 μόνον μικρὰς ὑπογείους δοκιμὰς εἰς τὴν Νεβάδαν. Τὸ ζήτημα τῆς καθυστερήσεως ἀπασχολεῖ τοὺς ἐπιστήμονας καὶ τοὺς στρατιωτικούς.: [591, 1227, 777, 1355]
subhead: Ἐλαμβάνονται τοὺς ἄθλους τῆς Σοβιετικῆς Ἑνώσεως καὶ ὑπάρχει κίνδυνος ἐπανόδου εἰς τὴν μακαριότητα: [16, 150, 396, 210]
lead-paragraph: Εἰς τὰς 50 σοβιετικὰς δοκιμάς, μετὰ τὸ ντροπιασμὸν ἡ Δύσις ἀπήντησε μὲ 8 μόνον ὑπογείους ἐκρήξεις εἰς τὴν Νεβάδαν.— Οἱ λόγοι εἶναι: πολιτικοί, τεχνικοί, στρατιωτικοὶ καὶ γεωγραφικοί.— Αἱ Ἡν. Πολιτεῖαι δὲν ἔχουν μέρος κατάλληλον διὰ τὴν δοκιμὴν τῶν φοβερῶν ὅπλων τοῦ πυρηνικοῦ ὁπλοστασίου των.— Τὸ Λονδῖνον δὲν παραχωρεῖ τὴν νῆσον τῶν Χριστουγέννων διὰ τὰς δοκιμὰς τῶν Ἡνωμένων Πολιτειῶν.: [595, 1060, 1164, 1189]
kicker: Ἐν ἀντιθέσει πρὸς τοὺς Ρώσσους συναδέλφους: [49, 921, 363, 961]
headline: ΕΙΣ ΤΟΝ ΕΙΡΗΝΙΚΟΝ ΑΙ ΒΟΜΒΑΙ ΜΕΓΑΤΟΝΝΩΝ: [611, 1197, 1149, 1222]
article-body: Ἀσφαλῶς ὁ Τέννεση Γουΐλλιαμς εἶναι μεγάλος θεατρικὸς συγγραφεύς. Τὰ ἔργα του παίζονται εἰς ὅλας τὰς σκηνὰς τοῦ κόσμου, ἀλλὰ ἡ θεματολογία των προκαλεῖ ἔντονον συζήτησιν μεταξὺ τῶν κριτικῶν.: [8, 1542, 201, 1612]
column-title: ΤΙ ΝΕΑ ΑΠ' ΤΗΝ ΠΟΛΙ;: [431, 7, 559, 209]
headline: ΔΙΕΣΠΑΣΜΕΝΗ Η ΑΡΙΣΤΕΡΑ ΕΙΣ ΙΑΠΩΝΙΑΝ ΑΛΛΑ ΔΙΑΤΗΡΕΙ ΤΗΝ ΜΕΓΑΛΗΝ ΔΥΝΑΜΙΝ: [1187, 1005, 1557, 1045]
article-body: ΝΕΑ ΥΟΡΚΗ, Φεβρουάριος. ('Ιδ. 'Υπηρ.).— Ὕστερα ἀπὸ ἕνα σύνολον 50 ἐκρήξεων, μετὰ τὴν λῆξιν τῆς ἀτύπου ἀναστολῆς τῶν πυρηνικῶν δοκιμῶν, αἱ Ἡνωμέναι Πολιτεῖαι, ἀπὸ τῆς 15ης Σεπτεμβρίου, ἡ ἀπάντησις τῆς Δύσεως περιωρίσθη εἰς 8 μόνον μικρὰς ὑπογείους δοκιμὰς εἰς τὴν Νεβάδαν. Τὸ ζήτημα τῆς καθυστερήσεως ἀπασχολεῖ τοὺς ἐπιστήμονας καὶ τοὺς στρατιωτικούς.: [591, 1524, 777, 1652]
article-body: Ἀσφαλῶς ὁ Τέννεση Γουΐλλιαμς εἶναι μεγάλος θεατρικὸς συγγραφεύς. Τὰ ἔργα του παίζονται εἰς ὅλας τὰς σκηνὰς τοῦ κόσμου, ἀλλὰ ἡ θεματολογία των προκαλεῖ ἔντονον συζήτησιν μεταξὺ τῶν κριτικῶν.: [8, 1183, 404, 1514]
article-body: Πιθανῶς ὁ Ἰάπων ναύαρχος γράφει ὅτι ἡ ἐπιτυχία τῆς ἐπιθέσεως ἦτο μεγαλυτέρα τῆς ἀναμενομένης. Ἐὰν αἱ ἰαπωνικαὶ δυνάμεις συνέχιζον τὰς ἐπιθέσεις, ὁ ἀμερικανικὸς στόλος τοῦ Εἰρηνικοῦ θὰ ἐξηφανίζετο.: [1184, 798, 1367, 868]
article-body: Κατὰ τὴν γενικὴν συνέλευσιν τῶν ἑνοριτῶν ἐξελέγη τὸ νέον ἐκκλησιαστικὸν συμβούλιον. Πρόεδρος ἀνεδείχθη ὁ κ. Δημήτριος Μουρούτης.: [419, 861, 575, 920]
photo-credit: (Φωτογραφία τοῦ «Ἀσσ. Πρες»): [1410, 361, 1560, 372]
article-body: Φαινεταί, ἐν τῷ μεταξύ, ὅτι ἡ κατάστασις εἰς τὸ νότιον Βιετνὰμ ἐπιδεινοῦται. Οἱ ἀντάρται ἐξαπολύουν συνεχεῖς ἐπιθέσεις καὶ αἱ ἀμερικανικαὶ ἀποστολαὶ ἐνισχύονται.: [982, 831, 1168, 889]
section-heading: ΤΟ ΦΟΙΤΗΤΙΚΟΝ ΚΙΝΗΜΑ: [1199, 1289, 1352, 1303]
article-body: Τὸ φοιτητικὸν κίνημα ἀποτελεῖ τὴν πλέον δραστήριον δύναμιν τῆς ἀριστερᾶς. Αἱ φοιτητικαὶ ὀργανώσεις ἐπηρεάζουν σημαντικῶς τὴν κοινὴν γνώμην.: [1184, 1222, 1367, 1281]
subhead: Ἡ Ρωσσία παράγει διπλασίους ἐπιστήμονας: [40, 270, 404, 290]
article-body: Σήμερα, ὁ Σοβιετικὴ Ἕνωσις παράγει διπλασίους ἐπιστήμονας καὶ μηχανικοὺς ἀπὸ τὰς Ἡνωμένας Πολιτείας. Ὁ ἀριθμὸς τῶν σπουδαστῶν εἰς τὰ σοβιετικὰ πανεπιστήμια αὐξάνει διαρκῶς, ἐνῷ εἰς τὴν Ἀμερικὴν παρατηρεῖται στασιμότης.: [211, 814, 404, 896]
article-body: Βεβαίως, ἡ ἀριστερὰ εἶναι διεσπασμένη εἰς πολλὰς παρατάξεις, ἀλλὰ ἡ δύναμίς της παραμένει μεγάλη, διότι ἐκφράζει τὴν δυσαρέσκειαν μεγάλων μαζῶν τοῦ πληθυσμοῦ.: [1377, 1135, 1560, 1205]
article-body: Ἡ κυβέρνησις τοῦ Νέου Δελχὶ ἐνισχύει τὰς δυνάμεις της εἰς τὰ σύνορα. Ὁ πρωθυπουργὸς κ. Νεχροὺ ἐδήλωσεν ὅτι ἡ Ἰνδία δὲν θὰ ἐπιτρέψῃ τὴν παραβίασιν τοῦ ἐδάφους της ἀπὸ τὰς κινεζικὰς δυνάμεις.: [982, 737, 1168, 807]
article-body: Ἀπεβίωσεν εἰς ἡλικίαν 84 ἐτῶν ὁ ἐπὶ μακρὰ ἔτη διδάσκαλος τῆς Μεγάλης τοῦ Γένους Σχολῆς. Ἡ κηδεία του ἐγένετο μετὰ μεγάλης συμμετοχῆς.: [419, 990, 575, 1048]
headline-bar: ΤΑ ΔΥΟ ΑΜΕΡΙΚΑΝΙΚΑ ΑΕΡΟΠΛΑΝΟΦΟΡΑ: [1199, 534, 1545, 554]
article-body: ΚΩΝ/ΠΟΛΙΣ, Φεβρουάριος. (Τοῦ ἀνταποκριτοῦ μας).— Εἰς τὸν κοινοτικὸν Ζωγράφειον διεξήχθησαν αἱ τελεταὶ τῶν ἑορτῶν τῶν Τριῶν Ἱεραρχῶν μὲ τὴν συμμετοχὴν τῶν μαθητῶν καὶ τῶν καθηγητῶν.: [419, 774, 575, 856]
article-body: Κατὰ τὴν γενικὴν συνέλευσιν τῶν ἑνοριτῶν ἐξελέγη τὸ νέον ἐκκλησιαστικὸν συμβούλιον. Πρόεδρος ἀνεδείχθη ὁ κ. Δημήτριος Μουρούτης.: [419, 1141, 575, 1200]
article-body: Ὑπὸ τὴν προεδρίαν τοῦ Οἰκουμενικοῦ Πατριάρχου ἐτελέσθη ἡ θεία λειτουργία εἰς τὸν ναὸν τῆς Ἁγίας Τριάδος. Παρέστησαν πολλοὶ ὁμογενεῖς.: [419, 1764, 575, 1823]
article-body: ΟΥΑΣΙΓΚΤΩΝ, Φεβρουάριος. ('Ιδ. 'Υπηρ.).— Παρὰ τὸν μέγαν θόρυβον ποὺ ἔγινε εἰς τὰς Ἡνωμένας Πολιτείας, μετὰ τὸ πρῶτον ρωσσικὸ ἐπίτευγμα εἰς τὸ διάστημα, παρὰ τὴν διάσωσιν τῶν ἀνθρώπων περὶ μεταρρυθμίσεως τοῦ ἐκπαιδευτικοῦ συστήματος καὶ καθολικῆς ἐπιδιορθώσεως τοῦ θεσμοῦ τῆς παιδείας, ἡ ἀπήχησις εἰς τὸ ἐν λόγῳ ζήτημα εἶναι ἀπογοητευτική. Δὲν ἐλήφθησαν τὰ ἀπαιτούμενα μέτρα.: [8, 615, 404, 719]
article-body: ΚΩΝ/ΠΟΛΙΣ, Φεβρουάριος. (Τοῦ ἀνταποκριτοῦ μας).— Εἰς τὸν κοινοτικὸν Ζωγράφειον διεξήχθησαν αἱ τελεταὶ τῶν ἑορτῶν τῶν Τριῶν Ἱεραρχῶν μὲ τὴν συμμετοχὴν τῶν μαθητῶν καὶ τῶν καθηγητῶν.: [419, 1054, 575, 1135]
section-heading: ΜΕΣΗΝ ΠΟΛΕΜΟΥ: [1019, 814, 1131, 828]
kicker: ΠΟΥ ΘΑ ΕΚΡΑΓΗ ΤΟ ΗΦΑΙΣΤΕΙΟΝ ΤΗΣ ΑΣΙΑΣ;: [647, 10, 1112, 31]
article-body: ΝΕΟΝ ΔΕΛΧΙ, Φεβρουάριος. ('Ιδ. 'Υπηρ.).— Κατωνομάζουν ἀπὸ ἐσωτερικοῦ πολέμου, εἰς τὸν ὁποῖον οἱ ἀρχηγοὶ τῆς Ἰνδίας ἐπίστευαν ὅτι θὰ ὁδηγηθοῦν αἱ σχέσεις μὲ τὴν Κίναν. Αἱ προθέσεις τῶν Κινέζων κομμουνιστῶν εἶναι σαφεῖς: κατάληψις τῶν συνοριακῶν περιοχῶν τοῦ Θιβέτ καὶ τῶν Ἱμαλαΐων.: [786, 796, 973, 901]
kicker: Παρὰ τὰ πικρὰ παθήματα τῆς χθὲς: [59, 10, 353, 29]
photo-scientists: [8, 294, 404, 580]
headline-bar: ΤΟ ΕΙΔΥΛΛΙΟΝ ΝΕΧΡΟΥ - ΜΑΟ ΤΣΕ ΤΟΥΝΓΚ: [591, 229, 1168, 259]
article-body: Ἀσφαλῶς ὁ Τέννεση Γουΐλλιαμς εἶναι μεγάλος θεατρικὸς συγγραφεύς. Τὰ ἔργα του παίζονται εἰς ὅλας τὰς σκηνὰς τοῦ κόσμου, ἀλλὰ ἡ θεματολογία των προκαλεῖ ἔντονον συζήτησιν μεταξὺ τῶν κριτικῶν.: [211, 1542, 404, 1612]
kicker: Ἀνακύπτουν προβλήματα δυσεπίλυτα: [678, 921, 1081, 947]
article-body: ΚΩΝ/ΠΟΛΙΣ, Φεβρουάριος. (Τοῦ ἀνταποκριτοῦ μας).— Εἰς τὸν κοινοτικὸν Ζωγράφειον διεξήχθησαν αἱ τελεταὶ τῶν ἑορτῶν τῶν Τριῶν Ἱεραρχῶν μὲ τὴν συμμετοχὴν τῶν μαθητῶν καὶ τῶν καθηγητῶν.: [419, 216, 575, 297]
article-body: ΝΕΑ ΥΟΡΚΗ, Φεβρουάριος. ('Ιδ. 'Υπηρ.).— Τὸ ἀμερικανικὸν θέατρον ἀναδεικνύει ἔργα τὰ ὁποῖα περιστρέφονται γύρω ἀπὸ τὴν διάλυσιν τῶν ἠθῶν. Ὁ Τέννεση Γουΐλλιαμς καὶ ἄλλοι συγγραφεῖς ἀσχολοῦνται μὲ τὰ πλέον σκοτεινὰ στοιχεῖα τῆς κοινωνίας, ἀδιαφοροῦντες διὰ τὰ πραγματικὰ προβλήματα τοῦ σύγχρονου ἀνθρώπου.: [8, 1618, 201, 1723]
article-body: Κατὰ τὴν γενικὴν συνέλευσιν τῶν ἑνοριτῶν ἐξελέγη τὸ νέον ἐκκλησιαστικὸν συμβούλιον. Πρόεδρος ἀνεδείχθη ὁ κ. Δημήτριος Μουρούτης.: [419, 1980, 575, 2039]
headline: ΒΑΛΛΕΙ Ο ΤΕΝΝΕΣΗ ΓΟΥΙΛΛΙΑΜΣ: [80, 1120, 331, 1175]
article-body: ΟΥΑΣΙΓΚΤΩΝ, Φεβρουάριος. ('Ιδ. 'Υπηρ.).— Παρὰ τὸν μέγαν θόρυβον ποὺ ἔγινε εἰς τὰς Ἡνωμένας Πολιτείας, μετὰ τὸ πρῶτον ρωσσικὸ ἐπίτευγμα εἰς τὸ διάστημα, παρὰ τὴν διάσωσιν τῶν ἀνθρώπων περὶ μεταρρυθμίσεως τοῦ ἐκπαιδευτικοῦ συστήματος καὶ καθολικῆς ἐπιδιορθώσεως τοῦ θεσμοῦ τῆς παιδείας, ἡ ἀπήχησις εἰς τὸ ἐν λόγῳ ζήτημα εἶναι ἀπογοητευτική. Δὲν ἐλήφθησαν τὰ ἀπαιτούμενα μέτρα.: [8, 750, 404, 908]
article-body: Ἀπεβίωσεν εἰς ἡλικίαν 84 ἐτῶν ὁ ἐπὶ μακρὰ ἔτη διδάσκαλος τῆς Μεγάλης τοῦ Γένους Σχολῆς. Ἡ κηδεία του ἐγένετο μετὰ μεγάλης συμμετοχῆς.: [419, 711, 575, 768]
kicker: ΕΚΜΥΣΤΗΡΕΥΣΕΙΣ ΣΤΡΑΤΙΩΤΙΚΩΝ ΠΑΡΑΓΟΝΤΩΝ: [1210, 387, 1534, 403]
article-body: ΤΟΚΙΟ, Φεβρουάριος. ('Ιδ. 'Υπηρ.).— Ἡ τελευταία ἀπόπειρα δολοφονίας κατὰ τοῦ ἐκδότου ἑνὸς ἰαπωνικοῦ περιοδικοῦ ἔφερε εἰς τὸ προσκήνιον καὶ πάλιν τὴν ἀντιπαράθεσιν μεταξὺ τῆς ἄκρας δεξιᾶς καὶ τῆς ἀριστερᾶς εἰς τὴν Ἰαπωνίαν.: [1184, 1135, 1367, 1217]
article-body: Αἱ δοκιμαὶ εἰς τὴν ἀτμόσφαιραν ἀπαιτοῦν μεγάλας ἐκτάσεις ἀκατοικήτους, μακρὰν τῶν ναυτιλιακῶν ὁδῶν. Ὁ Εἰρηνικὸς Ὠκεανὸς προσφέρει τὴν μόνην λύσιν, ἀλλὰ ἡ συμφωνία μὲ τὴν Μεγάλην Βρεταννίαν δὲν ἔχει ἐπιτευχθῆ ἀκόμη.: [982, 1361, 1168, 1443]
column-1: [0, 0, 412, 2361]
headline: ΠΑΝΤΕΛΗΣ ΕΛΛΕΙΨΙΣ ΚΟΙΝΩΝΙΚΗΣ ΦΡΟΝΤΙΔΟΣ: [1184, 1086, 1560, 1111]
photo-caption: Συνεχὴς πληθύνονται αἱ εἰς τὸ νότιον Βιετνὰμ μαχόμεναι μονάδες ἀνταρτῶν κατὰ τοῦ βορείου Βιετνάμ. Εἰς τὴν φωτογραφίαν, κομμουνισταὶ κομμάντος, μὲ στολὴν Βιετμίνχ, εἰς πορείαν.: [591, 625, 1168, 648]
article-body: Τὰ δύο ἀμερικανικὰ ἀεροπλανοφόρα, τὰ ὁποῖα δὲν εὑρίσκοντο εἰς τὸν λιμένα κατὰ τὴν ὥραν τῆς ἐπιθέσεως, διεδραμάτισαν ἀποφασιστικὸν ρόλον εἰς τὰς κατοπινὰς ναυμαχίας.: [1377, 908, 1560, 966]
